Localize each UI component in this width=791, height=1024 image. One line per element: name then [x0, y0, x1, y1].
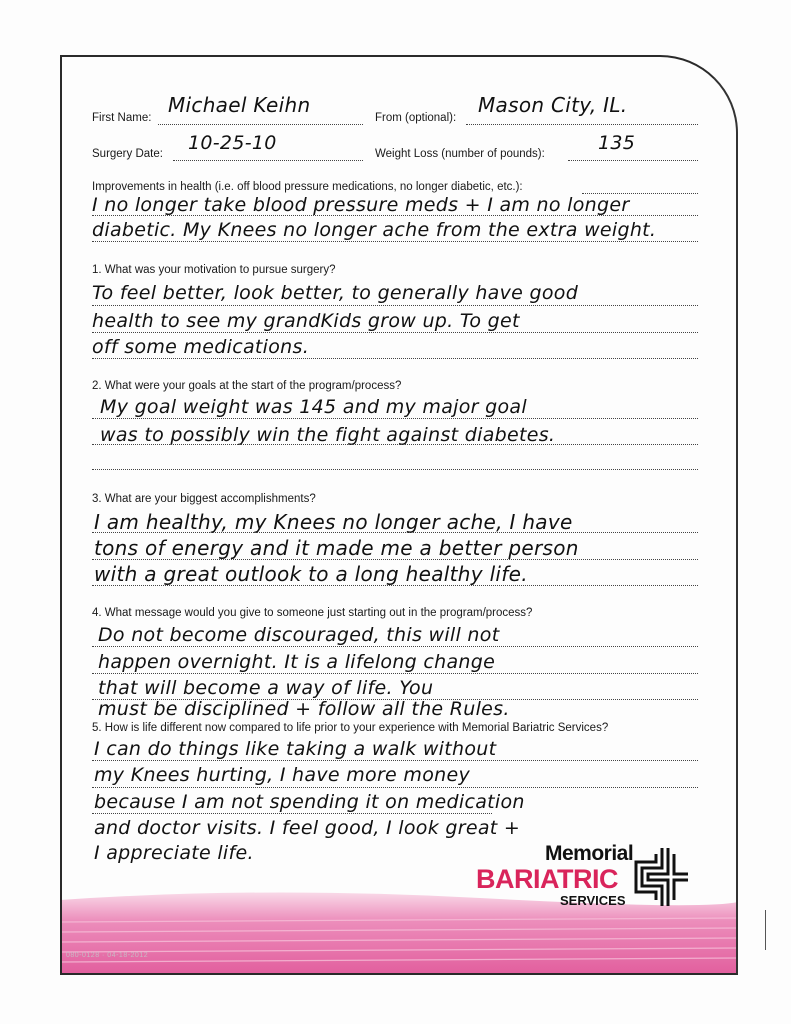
first-name-value[interactable]: Michael Keihn [168, 93, 311, 117]
answer-line [92, 760, 698, 761]
question-5-answer-line[interactable]: my Knees hurting, I have more money [94, 764, 470, 786]
question-5-answer-line[interactable]: I appreciate life. [94, 842, 254, 864]
answer-line [92, 813, 492, 814]
first-name-line [158, 124, 363, 125]
question-4-answer-line[interactable]: that will become a way of life. You [98, 677, 434, 699]
surgery-date-label: Surgery Date: [92, 148, 163, 160]
answer-line [92, 215, 698, 216]
question-1-answer-line[interactable]: To feel better, look better, to generally have good [92, 282, 579, 304]
answer-line [92, 305, 698, 306]
question-1-label: 1. What was your motivation to pursue surgery? [92, 264, 336, 276]
question-4-answer-line[interactable]: happen overnight. It is a lifelong change [98, 651, 496, 673]
answer-line [92, 532, 698, 533]
answer-line [92, 332, 698, 333]
question-3-label: 3. What are your biggest accomplishments? [92, 493, 316, 505]
question-4-answer-line[interactable]: must be disciplined + follow all the Rules. [98, 698, 510, 720]
question-3-answer-line[interactable]: I am healthy, my Knees no longer ache, I have [94, 510, 573, 534]
answer-line [92, 646, 698, 647]
weight-loss-value[interactable]: 135 [598, 132, 636, 154]
from-line [466, 124, 698, 125]
improvements-answer-line[interactable]: I no longer take blood pressure meds + I am no longer [92, 194, 630, 216]
answer-line [92, 418, 698, 419]
question-3-answer-line[interactable]: with a great outlook to a long healthy life. [94, 562, 528, 586]
first-name-label: First Name: [92, 112, 152, 124]
surgery-date-value[interactable]: 10-25-10 [188, 132, 277, 154]
question-5-answer-line[interactable]: I can do things like taking a walk without [94, 738, 497, 760]
from-value[interactable]: Mason City, IL. [478, 93, 628, 117]
surgery-date-line [173, 160, 363, 161]
weight-loss-line [568, 160, 698, 161]
from-label: From (optional): [375, 112, 457, 124]
question-2-label: 2. What were your goals at the start of the program/process? [92, 380, 402, 392]
weight-loss-label: Weight Loss (number of pounds): [375, 148, 545, 160]
answer-line [92, 585, 698, 586]
logo-memorial-text: Memorial [545, 842, 634, 865]
answer-line [92, 673, 698, 674]
question-5-answer-line[interactable]: and doctor visits. I feel good, I look great + [94, 817, 521, 839]
memorial-cross-logo-icon [632, 846, 690, 908]
answer-line [92, 559, 698, 560]
form-code: 080-0128 · 04-18-2012 [66, 952, 149, 959]
question-2-answer-line[interactable]: was to possibly win the fight against diabetes. [100, 424, 556, 446]
answer-line [92, 358, 698, 359]
answer-line [92, 469, 698, 470]
improvements-answer-line[interactable]: diabetic. My Knees no longer ache from the extra weight. [92, 219, 657, 241]
logo-services-text: SERVICES [560, 893, 626, 908]
question-4-answer-line[interactable]: Do not become discouraged, this will not [98, 624, 500, 646]
question-3-answer-line[interactable]: tons of energy and it made me a better person [94, 536, 579, 560]
answer-line [92, 444, 698, 445]
question-4-label: 4. What message would you give to someone just starting out in the program/process? [92, 607, 533, 619]
question-2-answer-line[interactable]: My goal weight was 145 and my major goal [100, 396, 527, 418]
improvements-label: Improvements in health (i.e. off blood pressure medications, no longer diabetic, etc.): [92, 181, 523, 193]
question-1-answer-line[interactable]: off some medications. [92, 336, 310, 358]
logo-bariatric-text: BARIATRIC [476, 864, 618, 894]
question-5-answer-line[interactable]: because I am not spending it on medication [94, 791, 525, 813]
question-5-label: 5. How is life different now compared to life prior to your experience with Memorial Bariatric Services? [92, 722, 609, 734]
answer-line [92, 241, 698, 242]
scan-edge-mark [765, 910, 766, 950]
question-1-answer-line[interactable]: health to see my grandKids grow up. To get [92, 310, 520, 332]
answer-line [92, 787, 698, 788]
